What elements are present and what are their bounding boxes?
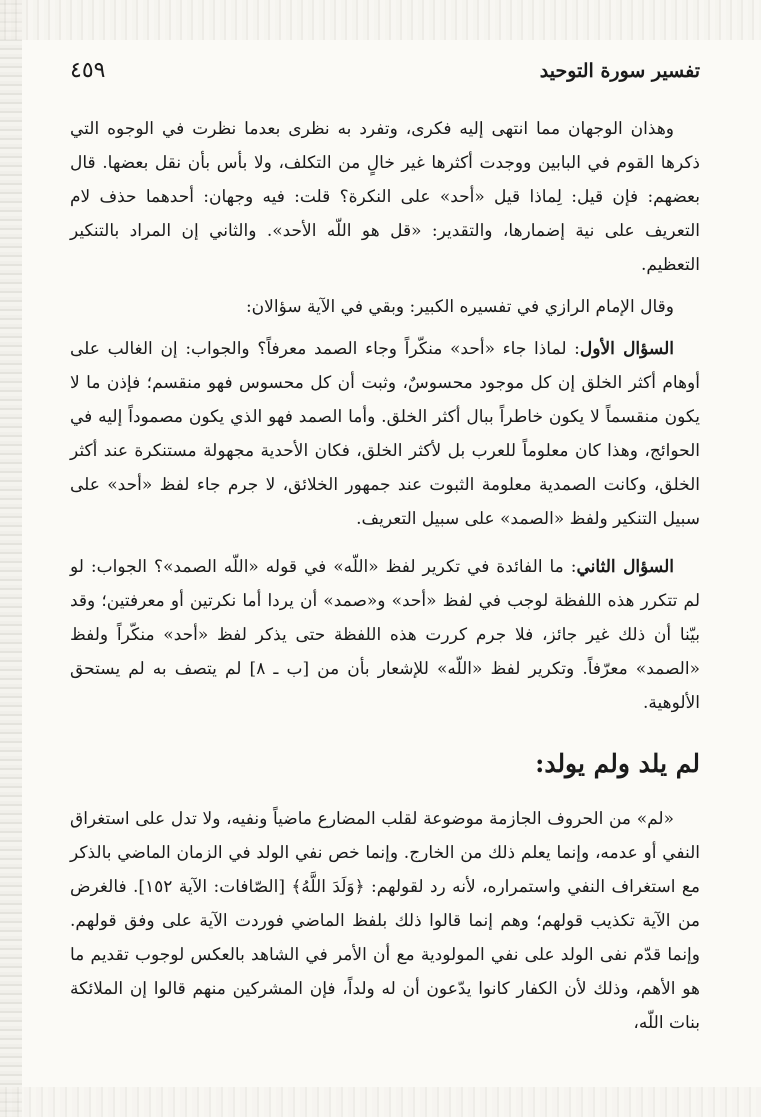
scan-edge-left	[0, 0, 22, 1117]
page-header	[70, 58, 700, 94]
book-page	[70, 58, 700, 1040]
paragraph-razi: وقال الإمام الرازي في تفسيره الكبير: وبقي في الآية سؤالان:	[245, 297, 674, 317]
paragraph-intro: وهذان الوجهان مما انتهى إليه فكرى، وتفرد به نظرى بعدما نظرت في الوجوه التي ذكرها القوم في البابين ووجدت أكثرها غير خالٍ من التكلف، ولا بأس بأن نقل بعضها. قال بعضهم: فإن قيل: لِماذا قيل «أحد» على النكرة؟ قلت: فيه وجهان: أحدهما حذف لام التعريف على نية إضمارها، والتقدير: «قل هو اللّه الأحد». والثاني إن المراد بالتنكير التعظيم.	[70, 119, 700, 275]
question-2-text: : ما الفائدة في تكرير لفظ «اللّه» في قوله «اللّه الصمد»؟ الجواب: لو لم تتكرر هذه اللفظة لوجب في لفظ «أحد» و«صمد» أن يردا أما نكرتين أو معرفتين؛ وقد بيّنا أن ذلك غير جائز، فلا جرم كررت هذه اللفظة حتى يذكر لفظ «أحد» منكّراً ولفظ «الصمد» معرّفاً. وتكرير لفظ «اللّه» للإشعار بأن من [ب ـ ٨] لم يتصف به لم يستحق الألوهية.	[70, 557, 700, 713]
paragraph-question-2	[70, 550, 700, 720]
question-1-text: : لماذا جاء «أحد» منكّراً وجاء الصمد معرفاً؟ والجواب: إن الغالب على أوهام أكثر الخلق إن كل موجود محسوسٌ، وثبت أن كل محسوس فهو منقسم؛ فإذن ما لا يكون منقسماً لا يكون خاطراً ببال أكثر الخلق. وأما الصمد فهو الذي يكون مصموداً إليه في الحوائج، وهذا كان معلوماً للعرب بل لأكثر الخلق، فكان الأحدية مجهولة مستنكرة عند أكثر الخلق، وكانت الصمدية معلومة الثبوت عند جمهور الخلائق، لا جرم جاء لفظ «أحد» على سبيل التنكير ولفظ «الصمد» على سبيل التعريف.	[70, 339, 700, 529]
scan-edge-top	[0, 0, 761, 40]
question-1-label: السؤال الأول	[579, 339, 674, 359]
page-number: ٤٥٩	[70, 58, 106, 83]
running-title: تفسير سورة التوحيد	[539, 60, 700, 82]
paragraph-question-1	[70, 332, 700, 536]
scan-edge-bottom	[0, 1087, 761, 1117]
section-heading: لم يلد ولم يولد:	[535, 749, 700, 778]
question-2-label: السؤال الثاني	[576, 557, 674, 577]
paragraph-lam-yalid: «لم» من الحروف الجازمة موضوعة لقلب المضارع ماضياً ونفيه، ولا تدل على استغراق النفي أو عدمه، وإنما يعلم ذلك من الخارج. وإنما خص نفي الولد في الزمان الماضي بالذكر مع استغراف النفي واستمراره، لأنه رد لقولهم: ﴿وَلَدَ اللَّهُ﴾ [الصّافات: الآية ١٥٢]. فالغرض من الآية تكذيب قولهم؛ وهم إنما قالوا ذلك بلفظ الماضي فوردت الآية على وفق قولهم. وإنما قدّم نفى الولد على نفي المولودية مع أن الأمر في الشاهد بالعكس لوجوب تقديم ما هو الأهم، وذلك لأن الكفار كانوا يدّعون أن له ولداً، فإن المشركين منهم قالوا إن الملائكة بنات اللّه،	[70, 809, 701, 1033]
